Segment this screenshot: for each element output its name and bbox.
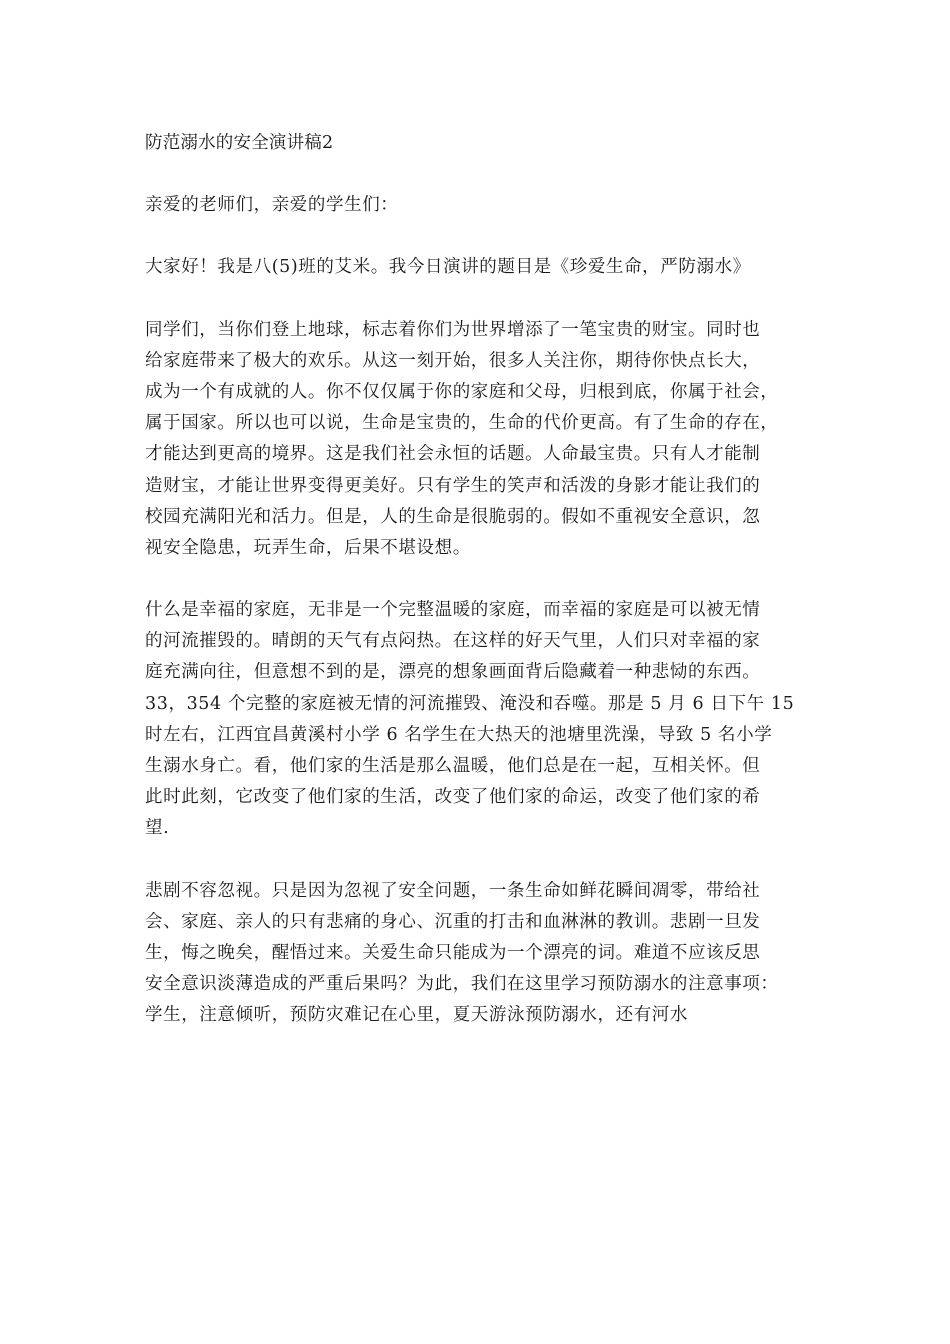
paragraph-line: 望. — [145, 818, 170, 839]
paragraph-line: 生，悔之晚矣，醒悟过来。关爱生命只能成为一个漂亮的词。难道不应该反思 — [145, 942, 761, 963]
salutation: 亲爱的老师们，亲爱的学生们： — [145, 195, 399, 216]
paragraph-line: 视安全隐患，玩弄生命，后果不堪设想。 — [145, 537, 471, 558]
paragraph-line: 给家庭带来了极大的欢乐。从这一刻开始，很多人关注你，期待你快点长大， — [145, 350, 761, 371]
paragraph-line: 时左右，江西宜昌黄溪村小学 6 名学生在大热天的池塘里洗澡，导致 5 名小学 — [145, 724, 773, 745]
paragraph-line: 安全意识淡薄造成的严重后果吗？为此，我们在这里学习预防溺水的注意事项： — [145, 974, 779, 995]
paragraph-line: 属于国家。所以也可以说，生命是宝贵的，生命的代价更高。有了生命的存在， — [145, 413, 779, 434]
paragraph-3 — [145, 876, 810, 1032]
paragraph-line: 校园充满阳光和活力。但是，人的生命是很脆弱的。假如不重视安全意识，忽 — [145, 506, 761, 527]
paragraph-line: 的河流摧毁的。晴朗的天气有点闷热。在这样的好天气里，人们只对幸福的家 — [145, 631, 761, 652]
paragraph-line: 生溺水身亡。看，他们家的生活是那么温暖，他们总是在一起，互相关怀。但 — [145, 756, 761, 776]
paragraph-line: 学生，注意倾听，预防灾难记在心里，夏天游泳预防溺水，还有河水 — [145, 1005, 688, 1026]
paragraph-line: 庭充满向往，但意想不到的是，漂亮的想象画面背后隐藏着一种悲恸的东西。 — [145, 662, 761, 683]
paragraph-line: 什么是幸福的家庭，无非是一个完整温暖的家庭，而幸福的家庭是可以被无情 — [145, 600, 761, 621]
paragraph-line: 同学们，当你们登上地球，标志着你们为世界增添了一笔宝贵的财宝。同时也 — [145, 319, 761, 340]
paragraph-line: 成为一个有成就的人。你不仅仅属于你的家庭和父母，归根到底，你属于社会， — [145, 381, 779, 402]
paragraph-line: 33，354 个完整的家庭被无情的河流摧毁、淹没和吞噬。那是 5 月 6 日下午 15 — [145, 693, 795, 714]
paragraph-line: 会、家庭、亲人的只有悲痛的身心、沉重的打击和血淋淋的教训。悲剧一旦发 — [145, 911, 761, 932]
paragraph-line: 此时此刻，它改变了他们家的生活，改变了他们家的命运，改变了他们家的希 — [145, 787, 761, 808]
paragraph-line: 造财宝，才能让世界变得更美好。只有学生的笑声和活泼的身影才能让我们的 — [145, 475, 761, 496]
intro-line: 大家好！我是八(5)班的艾米。我今日演讲的题目是《珍爱生命，严防溺水》 — [145, 257, 751, 278]
document-title: 防范溺水的安全演讲稿2 — [145, 133, 334, 153]
paragraph-line: 才能达到更高的境界。这是我们社会永恒的话题。人命最宝贵。只有人才能制 — [145, 444, 761, 465]
paragraph-2 — [145, 595, 810, 845]
paragraph-line: 悲剧不容忽视。只是因为忽视了安全问题，一条生命如鲜花瞬间凋零，带给社 — [145, 880, 761, 901]
paragraph-1 — [145, 315, 810, 565]
document-body — [145, 128, 810, 1063]
